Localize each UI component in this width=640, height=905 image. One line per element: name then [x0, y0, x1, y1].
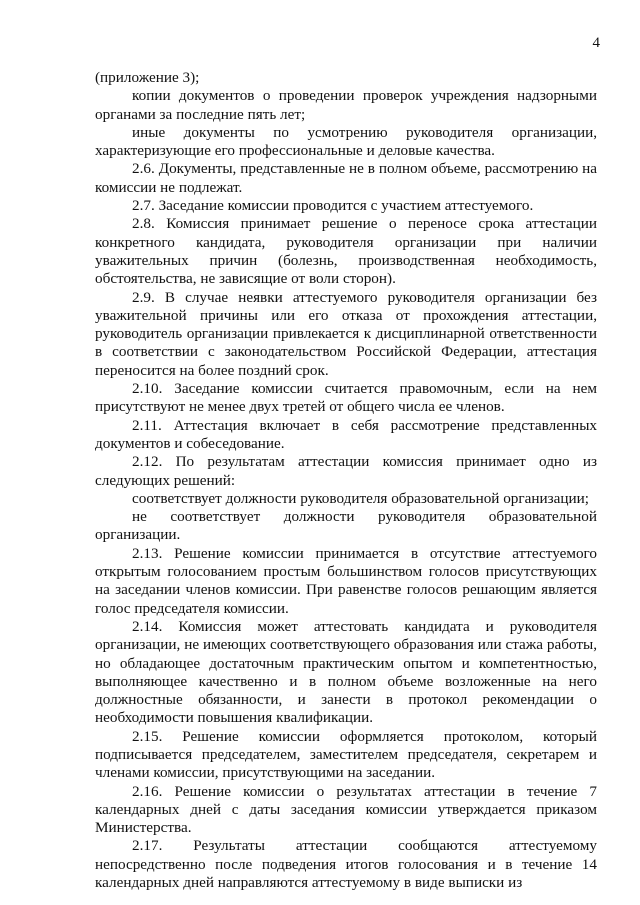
paragraph-appendix-ref: (приложение 3); [95, 69, 200, 86]
paragraph-2-17: 2.17. Результаты аттестации сообщаются аттестуемому непосредственно после подведения итогов голосования и в течение 14 календарных дней направляются аттестуемому в виде выписки из [95, 837, 597, 892]
paragraph-2-8: 2.8. Комиссия принимает решение о переносе срока аттестации конкретного кандидата, руководителя организации при наличии уважительных причин (болезнь, производственная необходимость, обстоятельства, не зависящие от воли сторон). [95, 215, 597, 288]
paragraph-2-13: 2.13. Решение комиссии принимается в отсутствие аттестуемого открытым голосованием простым большинством голосов присутствующих на заседании членов комиссии. При равенстве голосов решающим является голос председателя комиссии. [95, 544, 597, 617]
paragraph-2-14: 2.14. Комиссия может аттестовать кандидата и руководителя организации, не имеющих соответствующего образования или стажа работы, но обладающее достаточным практическим опытом и компетентностью, выполняющее качественно и в полном объеме возложенные на него должностные обязанности, и занести в протокол рекомендации о необходимости повышения квалификации. [95, 617, 597, 727]
paragraph-2-12: 2.12. По результатам аттестации комиссия принимает одно из следующих решений: [95, 453, 597, 489]
document-body [95, 69, 597, 892]
paragraph-2-16: 2.16. Решение комиссии о результатах аттестации в течение 7 календарных дней с даты заседания комиссии утверждается приказом Министерства. [95, 782, 597, 837]
page-number: 4 [592, 35, 600, 51]
paragraph-2-6: 2.6. Документы, представленные не в полном объеме, рассмотрению на комиссии не подлежат. [95, 160, 597, 196]
paragraph-2-15: 2.15. Решение комиссии оформляется протоколом, который подписывается председателем, заместителем председателя, секретарем и членами комиссии, присутствующими на заседании. [95, 727, 597, 782]
paragraph-decision-complies: соответствует должности руководителя образовательной организации; [132, 489, 589, 507]
paragraph-inspection-copies: копии документов о проведении проверок учреждения надзорными органами за последние пять лет; [95, 87, 597, 123]
paragraph-other-documents: иные документы по усмотрению руководителя организации, характеризующие его профессиональные и деловые качества. [95, 123, 597, 160]
paragraph-2-10: 2.10. Заседание комиссии считается правомочным, если на нем присутствуют не менее двух третей от общего числа ее членов. [95, 380, 597, 416]
paragraph-decision-not-complies: не соответствует должности руководителя образовательной организации. [95, 508, 597, 544]
paragraph-2-11: 2.11. Аттестация включает в себя рассмотрение представленных документов и собеседование. [95, 416, 597, 452]
paragraph-2-9: 2.9. В случае неявки аттестуемого руководителя организации без уважительной причины или его отказа от прохождения аттестации, руководитель организации привлекается к дисциплинарной ответственности в соответствии с законодательством Российской Федерации, аттестация переносится на более поздний срок. [95, 288, 597, 379]
paragraph-2-7: 2.7. Заседание комиссии проводится с участием аттестуемого. [132, 197, 534, 215]
